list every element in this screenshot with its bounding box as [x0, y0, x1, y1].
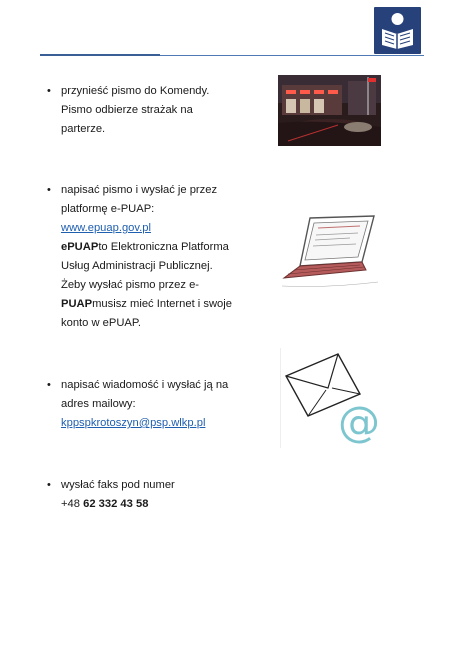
fax-prefix: +48 — [61, 498, 80, 510]
item-text-line: przynieść pismo do Komendy. — [61, 85, 210, 97]
bullet: • — [47, 379, 51, 391]
item-text-line: adres mailowy: — [61, 398, 136, 410]
item-text-line: napisać wiadomość i wysłać ją na — [61, 379, 229, 391]
desc-text: to Elektroniczna Platforma — [98, 241, 229, 253]
bullet: • — [47, 479, 51, 491]
desc-bold: ePUAP — [61, 241, 99, 253]
fax-number: 62 332 43 58 — [83, 498, 149, 510]
bullet: • — [47, 184, 51, 196]
item-text-line: platformę e-PUAP: — [61, 203, 155, 215]
fire-station-photo — [278, 75, 381, 146]
item-text-line: wysłać faks pod numer — [61, 479, 175, 491]
item-text-line: Pismo odbierze strażak na — [61, 104, 193, 116]
desc-text: konto w ePUAP. — [61, 317, 142, 329]
desc-text: Żeby wysłać pismo przez e- — [61, 279, 200, 291]
svg-text:@: @ — [338, 397, 380, 446]
desc-text: musisz mieć Internet i swoje — [92, 298, 232, 310]
email-link[interactable]: kppspkrotoszyn@psp.wlkp.pl — [61, 417, 206, 429]
desc-bold: PUAP — [61, 298, 93, 310]
easy-read-logo — [374, 7, 421, 54]
easy-read-icon — [374, 7, 421, 54]
item-text-line: parterze. — [61, 123, 106, 135]
desc-text: Usług Administracji Publicznej. — [61, 260, 213, 272]
laptop-illustration — [280, 200, 380, 298]
email-illustration — [280, 348, 380, 448]
header-rule-accent — [40, 54, 160, 56]
bullet: • — [47, 85, 51, 97]
epuap-link[interactable]: www.epuap.gov.pl — [61, 222, 151, 234]
item-text-line: napisać pismo i wysłać je przez — [61, 184, 218, 196]
